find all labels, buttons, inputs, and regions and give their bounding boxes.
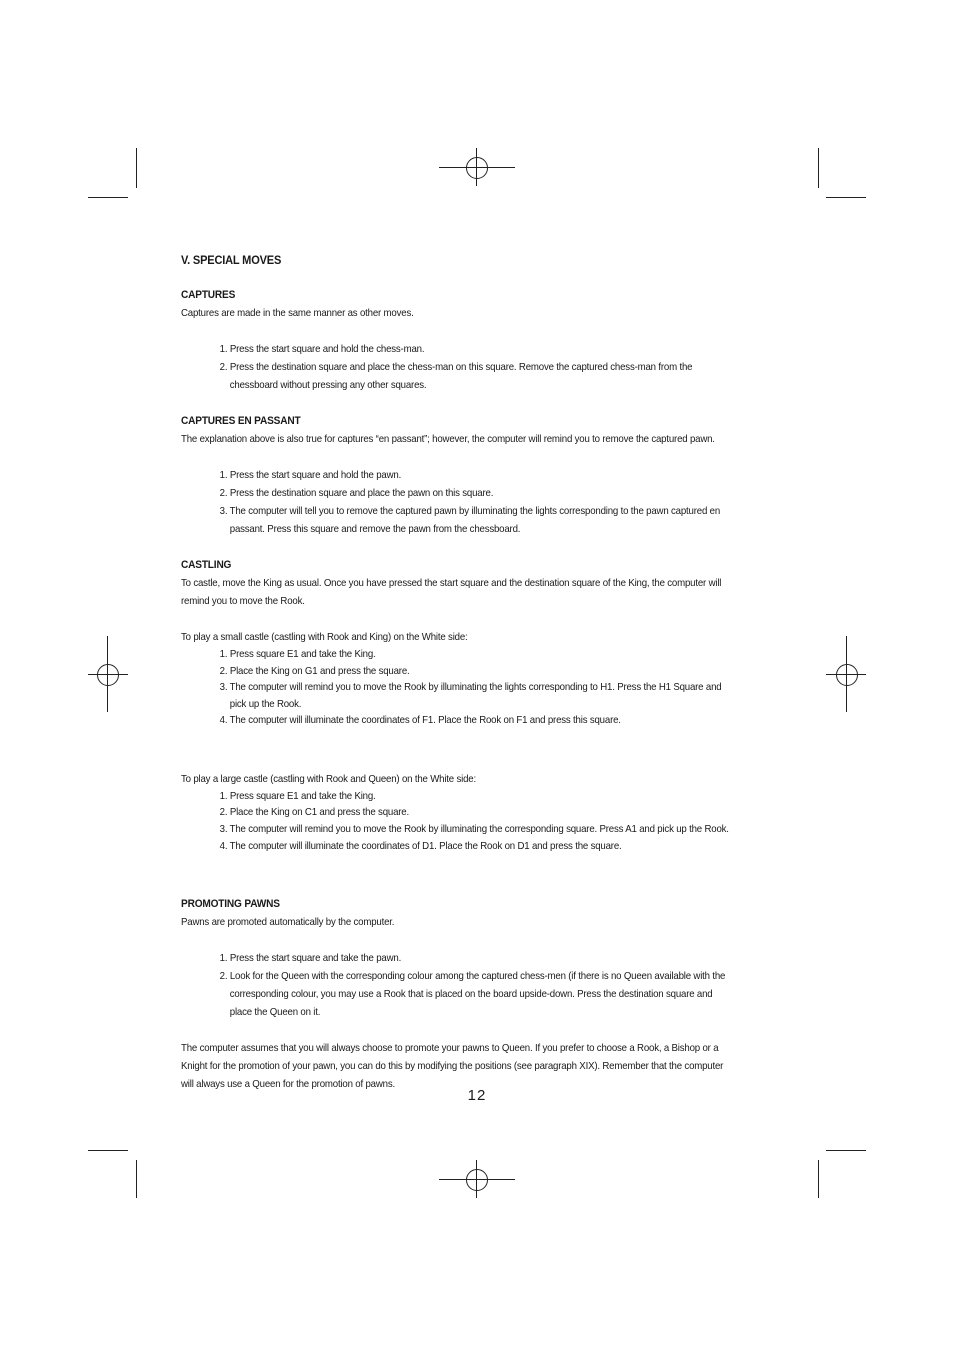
castling-intro: To castle, move the King as usual. Once you have pressed the start square and the destination square of the King, the computer will remind you to move the Rook. <box>181 577 722 607</box>
registration-circle <box>466 1169 488 1191</box>
page-content <box>181 251 733 1093</box>
promoting-steps <box>181 949 733 1021</box>
en-passant-heading: CAPTURES EN PASSANT <box>181 415 301 427</box>
list-item: 3. The computer will remind you to move the Rook by illuminating the lights corresponding to H1. Press the H1 Square and pick up the Rook. <box>219 681 722 710</box>
large-castle-intro: To play a large castle (castling with Rook and Queen) on the White side: <box>181 772 476 785</box>
castling-heading: CASTLING <box>181 559 232 571</box>
promoting-heading: PROMOTING PAWNS <box>181 897 280 910</box>
crop-mark <box>136 1160 137 1198</box>
list-item: 3. The computer will remind you to move the Rook by illuminating the corresponding square. Press A1 and pick up the Rook. <box>219 823 729 836</box>
list-item: 1. Press square E1 and take the King. <box>219 648 376 660</box>
list-item: 1. Press the start square and hold the pawn. <box>219 469 402 481</box>
captures-steps <box>181 340 733 394</box>
registration-circle <box>97 664 119 686</box>
small-castle-intro: To play a small castle (castling with Rook and King) on the White side: <box>181 631 468 643</box>
list-item: 2. Look for the Queen with the corresponding colour among the captured chess-men (if there is no Queen available with the corresponding colour, you may use a Rook that is placed on the board upside-down. Press the destination square and place the Queen on it. <box>219 969 726 1018</box>
list-item: 1. Press square E1 and take the King. <box>219 789 376 802</box>
crop-mark <box>136 148 137 188</box>
registration-circle <box>836 664 858 686</box>
crop-mark <box>88 1150 128 1151</box>
crop-mark <box>818 1160 819 1198</box>
list-item: 2. Press the destination square and place the pawn on this square. <box>219 487 494 499</box>
captures-heading: CAPTURES <box>181 289 236 301</box>
small-castle-steps <box>181 646 733 729</box>
crop-mark <box>826 197 866 198</box>
list-item: 2. Place the King on C1 and press the square. <box>219 806 409 819</box>
list-item: 1. Press the start square and hold the chess-man. <box>219 343 425 355</box>
page-number: 12 <box>467 1087 487 1104</box>
en-passant-steps <box>181 466 733 538</box>
list-item: 3. The computer will tell you to remove the captured pawn by illuminating the lights corresponding to the pawn captured en passant. Press this square and remove the pawn from the chessboard. <box>219 505 721 535</box>
list-item: 2. Place the King on G1 and press the square. <box>219 664 410 677</box>
crop-mark <box>818 148 819 188</box>
list-item: 1. Press the start square and take the pawn. <box>219 951 402 964</box>
crop-mark <box>88 197 128 198</box>
promoting-note: The computer assumes that you will always choose to promote your pawns to Queen. If you prefer to choose a Rook, a Bishop or a Knight for the promotion of your pawn, you can do this by modifying the positions (see paragraph XIX). Remember that the computer will always use a Queen for the promotion of pawns. <box>181 1041 724 1090</box>
captures-intro: Captures are made in the same manner as other moves. <box>181 307 414 319</box>
list-item: 4. The computer will illuminate the coordinates of D1. Place the Rook on D1 and press the square. <box>219 839 622 852</box>
list-item: 4. The computer will illuminate the coordinates of F1. Place the Rook on F1 and press this square. <box>219 714 621 726</box>
registration-circle <box>466 157 488 179</box>
section-title: V. SPECIAL MOVES <box>181 253 282 267</box>
crop-mark <box>826 1150 866 1151</box>
en-passant-intro: The explanation above is also true for captures “en passant”; however, the computer will remind you to remove the captured pawn. <box>181 433 715 445</box>
large-castle-steps <box>181 788 733 855</box>
list-item: 2. Press the destination square and place the chess-man on this square. Remove the captured chess-man from the chessboard without pressing any other squares. <box>219 361 693 391</box>
promoting-intro: Pawns are promoted automatically by the computer. <box>181 915 395 928</box>
